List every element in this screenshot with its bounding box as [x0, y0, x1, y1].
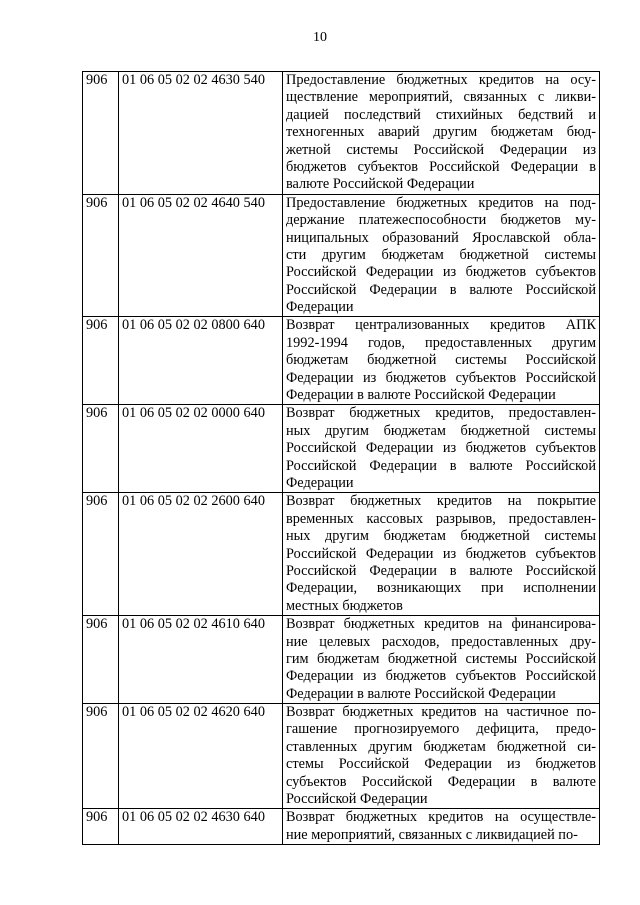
description-line: бюджетам бюджетной системы Российской — [286, 352, 596, 369]
description-line: Российской Федерации в валюте Российской — [286, 457, 596, 474]
table-row — [83, 194, 600, 317]
description-line: 1992-1994 годов, предоставленных другим — [286, 334, 596, 351]
description-line: гашение прогнозируемого дефицита, предо- — [286, 721, 596, 738]
admin-code-cell: 906 — [83, 704, 119, 809]
budget-classification-code-cell: 01 06 05 02 02 4630 640 — [119, 809, 283, 845]
description-line: сти другим бюджетам бюджетной системы — [286, 246, 596, 263]
description-line: дацией последствий стихийных бедствий и — [286, 106, 596, 123]
description-line: Предоставление бюджетных кредитов на осу- — [286, 72, 596, 88]
description-line: Федерации — [286, 299, 354, 316]
admin-code-cell: 906 — [83, 405, 119, 493]
description-line: Возврат бюджетных кредитов на осуществле- — [286, 809, 596, 826]
description-line: стемы Российской Федерации из бюджетов — [286, 756, 596, 773]
description-line: Возврат бюджетных кредитов, предоставлен- — [286, 405, 596, 422]
budget-classification-code-cell: 01 06 05 02 02 4640 540 — [119, 194, 283, 317]
description-cell — [283, 616, 600, 704]
description-line: ние целевых расходов, предоставленных дру- — [286, 633, 596, 650]
description-line: Федерации — [286, 474, 354, 491]
description-line: Возврат бюджетных кредитов на финансирова- — [286, 616, 596, 633]
description-line: Возврат централизованных кредитов АПК — [286, 317, 596, 334]
description-line: Российской Федерации из бюджетов субъектов — [286, 440, 596, 457]
budget-classification-code-cell: 01 06 05 02 02 4620 640 — [119, 704, 283, 809]
description-line: Российской Федерации из бюджетов субъектов — [286, 264, 596, 281]
description-line: ных другим бюджетам бюджетной системы — [286, 528, 596, 545]
description-line: Федерации в валюте Российской Федерации — [286, 685, 556, 702]
description-line: Предоставление бюджетных кредитов на под- — [286, 194, 596, 211]
description-line: ных другим бюджетам бюджетной системы — [286, 422, 596, 439]
budget-sources-table — [82, 71, 600, 845]
description-cell — [283, 405, 600, 493]
budget-classification-code-cell: 01 06 05 02 02 2600 640 — [119, 493, 283, 616]
table-body — [83, 72, 600, 845]
table-row — [83, 616, 600, 704]
description-cell — [283, 704, 600, 809]
budget-classification-code-cell: 01 06 05 02 02 0800 640 — [119, 317, 283, 405]
admin-code-cell: 906 — [83, 493, 119, 616]
description-line: Российской Федерации в валюте Российской — [286, 281, 596, 298]
description-line: ние мероприятий, связанных с ликвидацией по- — [286, 826, 578, 843]
description-line: местных бюджетов — [286, 597, 403, 614]
description-line: Возврат бюджетных кредитов на частичное по- — [286, 704, 596, 721]
description-line: валюте Российской Федерации — [286, 176, 475, 193]
table-row — [83, 704, 600, 809]
description-line: техногенных аварий другим бюджетам бюд- — [286, 124, 596, 141]
description-line: Российской Федерации — [286, 791, 428, 808]
description-cell — [283, 194, 600, 317]
budget-classification-code-cell: 01 06 05 02 02 4630 540 — [119, 72, 283, 195]
table-row — [83, 405, 600, 493]
description-line: Федерации из бюджетов субъектов Российской — [286, 668, 596, 685]
description-line: жетной системы Российской Федерации из — [286, 141, 596, 158]
description-line: Российской Федерации в валюте Российской — [286, 562, 596, 579]
description-line: гим бюджетам бюджетной системы Российской — [286, 650, 596, 667]
budget-classification-code-cell: 01 06 05 02 02 0000 640 — [119, 405, 283, 493]
admin-code-cell: 906 — [83, 317, 119, 405]
description-line: Возврат бюджетных кредитов на покрытие — [286, 493, 596, 510]
budget-classification-code-cell: 01 06 05 02 02 4610 640 — [119, 616, 283, 704]
description-line: субъектов Российской Федерации в валюте — [286, 773, 596, 790]
description-line: Российской Федерации из бюджетов субъектов — [286, 545, 596, 562]
table-row — [83, 317, 600, 405]
description-line: Федерации из бюджетов субъектов Российской — [286, 369, 596, 386]
admin-code-cell: 906 — [83, 194, 119, 317]
description-line: Федерации, возникающих при исполнении — [286, 580, 596, 597]
description-cell — [283, 72, 600, 195]
admin-code-cell: 906 — [83, 616, 119, 704]
description-cell — [283, 493, 600, 616]
table-row — [83, 809, 600, 845]
description-cell — [283, 809, 600, 845]
admin-code-cell: 906 — [83, 809, 119, 845]
description-line: держание платежеспособности бюджетов му- — [286, 212, 596, 229]
description-line: временных кассовых разрывов, предоставлен- — [286, 510, 596, 527]
table-row — [83, 493, 600, 616]
description-cell — [283, 317, 600, 405]
page-number: 10 — [313, 30, 327, 45]
description-line: бюджетов субъектов Российской Федерации в — [286, 158, 596, 175]
description-line: ниципальных образований Ярославской обла- — [286, 229, 596, 246]
table-row — [83, 72, 600, 195]
description-line: ществление мероприятий, связанных с ликви- — [286, 89, 596, 106]
description-line: Федерации в валюте Российской Федерации — [286, 387, 556, 404]
description-line: ставленных другим бюджетам бюджетной си- — [286, 738, 596, 755]
admin-code-cell: 906 — [83, 72, 119, 195]
